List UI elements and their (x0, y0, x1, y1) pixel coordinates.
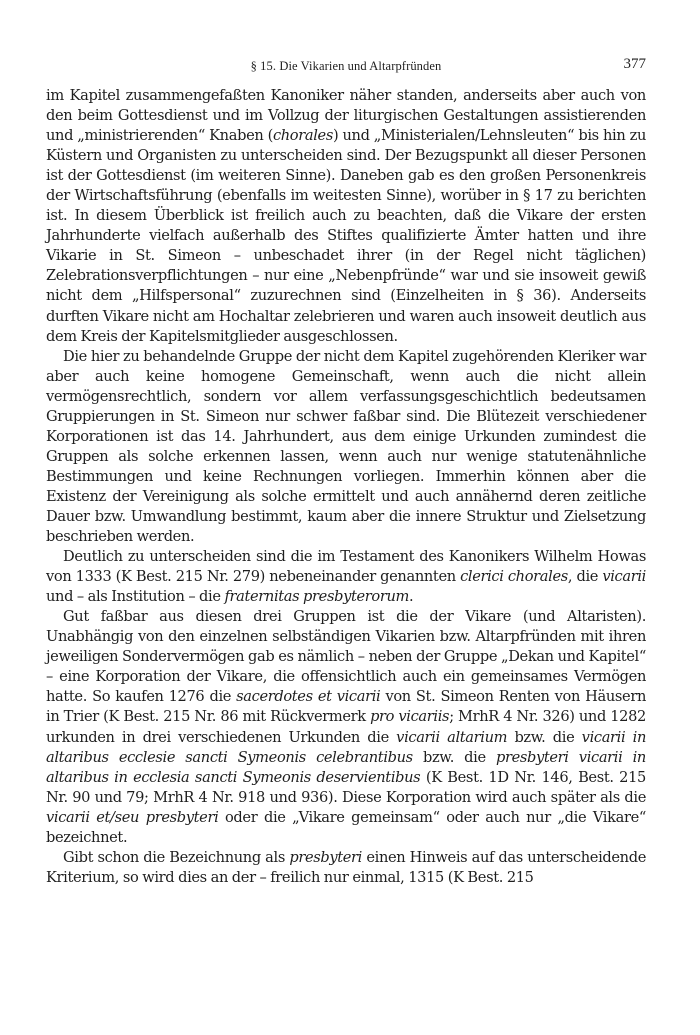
body-text (46, 86, 646, 888)
italic-term: vicarii et/seu presbyteri (46, 808, 219, 826)
italic-term: sacerdotes et vicarii (236, 688, 381, 706)
paragraph: Gut faßbar aus diesen drei Gruppen ist die der Vikare (und Altaristen). Unabhängig von den einzelnen selbständigen Vikarien bzw. Altarpfründen mit ihren jeweiligen Sondervermögen gab es nämlich – neben der Gruppe „Dekan und Kapitel“ – eine Korporation der Vikare, die offensichtlich auch ein gemeinsames Vermögen hatte. So kaufen 1276 die sacerdotes et vicarii von St. Simeon Renten von Häusern in Trier (K Best. 215 Nr. 86 mit Rückvermerk pro vicariis; MrhR 4 Nr. 326) und 1282 urkunden in drei verschiedenen Urkunden die vicarii altarium bzw. die vicarii in altaribus ecclesie sancti Symeonis celebrantibus bzw. die presbyteri vicarii in altaribus in ecclesia sancti Symeonis deservientibus (K Best. 1D Nr. 146, Best. 215 Nr. 90 und 79; MrhR 4 Nr. 918 und 936). Diese Korporation wird auch später als die vicarii et/seu presbyteri oder die „Vikare gemeinsam“ oder auch nur „die Vikare“ bezeichnet. (46, 608, 647, 846)
paragraph: Die hier zu behandelnde Gruppe der nicht dem Kapitel zugehörenden Kleriker war aber auch keine homogene Gemeinschaft, wenn auch die nicht allein vermögensrechtlich, sondern vor allem verfassungsgeschichtlich bedeutsamen Gruppierungen in St. Simeon nur schwer faßbar sind. Die Blütezeit verschiedener Korporationen ist das 14. Jahrhundert, aus dem einige Urkunden zumindest die Gruppen als solche erkennen lassen, wenn auch nur wenige statutenähnliche Bestimmungen und keine Rechnungen vorliegen. Immerhin können aber die Existenz der Vereinigung als solche ermittelt und auch annähernd deren zeitliche Dauer bzw. Umwandlung bestimmt, kaum aber die innere Struktur und Zielsetzung beschrieben werden. (46, 347, 646, 546)
italic-term: presbyteri vicarii in altaribus in ecclesia sancti Symeonis deservientibus (46, 748, 646, 786)
italic-term: presbyteri (289, 848, 363, 866)
italic-term: vicarii in altaribus ecclesie sancti Symeonis celebrantibus (46, 728, 646, 766)
italic-term: fraternitas presbyterorum (224, 588, 410, 606)
italic-term: clerici chorales (460, 568, 568, 586)
paragraph: Gibt schon die Bezeichnung als presbyteri einen Hinweis auf das unterscheidende Kriterium, so wird dies an der – freilich nur einmal, 1315 (K Best. 215 (46, 848, 646, 886)
page-number: 377 (623, 56, 646, 72)
page-header (46, 56, 646, 76)
running-head: § 15. Die Vikarien und Altarpfründen (250, 59, 442, 73)
italic-term: pro vicariis (370, 708, 450, 726)
paragraph: im Kapitel zusammengefaßten Kanoniker näher standen, anderseits aber auch von den beim Gottesdienst und im Vollzug der liturgischen Gestaltungen assistierenden und „ministrierenden“ Knaben (chorales) und „Ministerialen/Lehnsleuten“ bis hin zu Küstern und Organisten zu unterscheiden sind. Der Bezugspunkt all dieser Personen ist der Gottesdienst (im weiteren Sinne). Daneben gab es den großen Personenkreis der Wirtschaftsführung (ebenfalls im weitesten Sinne), worüber in § 17 zu berichten ist. In diesem Überblick ist freilich auch zu beachten, daß die Vikare der ersten Jahrhunderte vielfach außerhalb des Stiftes qualifizierte Ämter hatten und ihre Vikarie in St. Simeon – unbeschadet ihrer (in der Regel nicht täglichen) Zelebrationsverpflichtungen – nur eine „Nebenpfründe“ war und sie insoweit gewiß nicht dem „Hilfspersonal“ zuzurechnen sind (Einzelheiten in § 36). Anderseits durften Vikare nicht am Hochaltar zelebrieren und waren auch insoweit deutlich aus dem Kreis der Kapitelsmitglieder ausgeschlossen. (46, 87, 646, 345)
paragraph: Deutlich zu unterscheiden sind die im Testament des Kanonikers Wilhelm Howas von 1333 (K Best. 215 Nr. 279) nebeneinander genannten clerici chorales, die vicarii und – als Institution – die fraternitas presbyterorum. (46, 548, 646, 606)
italic-term: vicarii altarium (396, 728, 508, 746)
italic-term: vicarii (602, 568, 646, 586)
italic-term: chorales (272, 127, 333, 145)
